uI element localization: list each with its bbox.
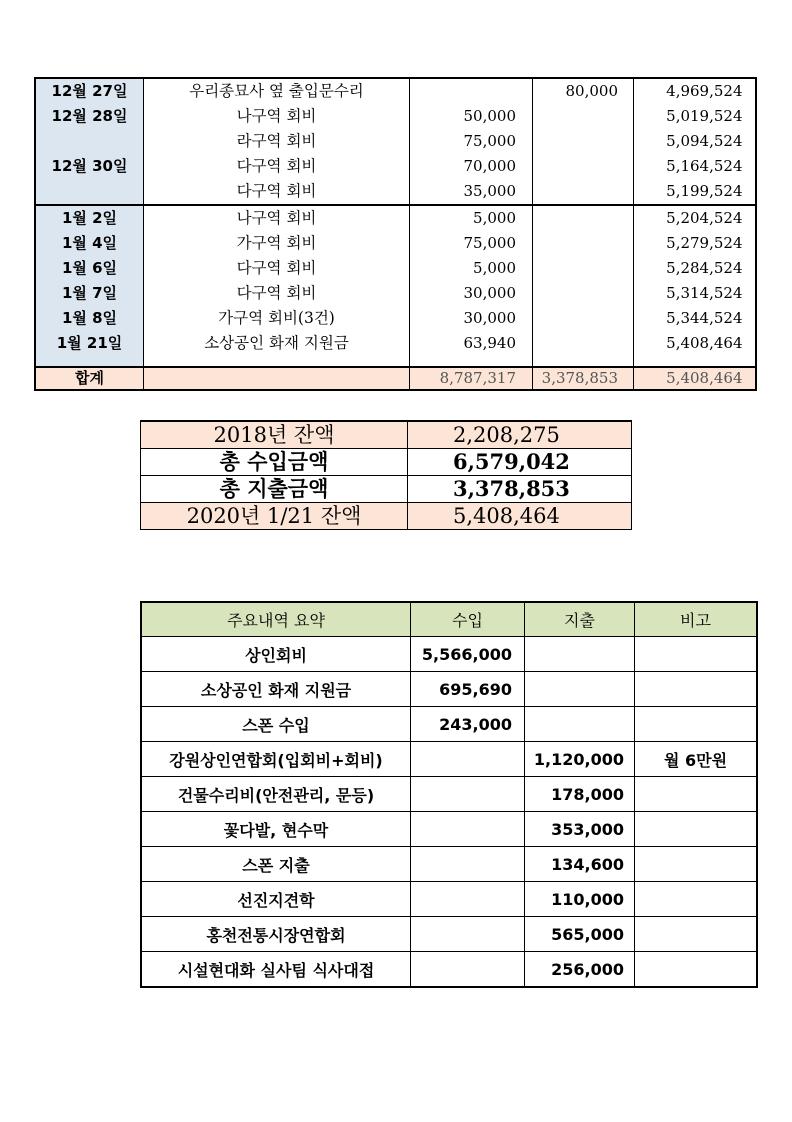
- balance-summary-table: [140, 420, 632, 530]
- summary-row: [141, 812, 757, 847]
- summary-income: 695,690: [411, 672, 525, 707]
- summary-expense: [525, 707, 635, 742]
- ledger-desc: 나구역 회비: [144, 205, 410, 231]
- summary-item: 선진지견학: [141, 882, 411, 917]
- summary-item: 상인회비: [141, 637, 411, 672]
- summary-row: [141, 742, 757, 777]
- ledger-total-expense: 3,378,853: [533, 367, 634, 390]
- summary-note: [635, 707, 758, 742]
- balance-value: 2,208,275: [408, 421, 632, 449]
- ledger-row: [35, 231, 756, 256]
- summary-expense: 353,000: [525, 812, 635, 847]
- summary-income: [411, 812, 525, 847]
- summary-item: 스폰 지출: [141, 847, 411, 882]
- ledger-date: 1월 7일: [35, 281, 144, 306]
- ledger-desc: 다구역 회비: [144, 154, 410, 179]
- ledger-balance: 5,164,524: [634, 154, 756, 179]
- ledger-expense: [533, 306, 634, 331]
- balance-label: 총 수입금액: [141, 449, 408, 476]
- balance-label: 2020년 1/21 잔액: [141, 503, 408, 530]
- ledger-row: [35, 205, 756, 231]
- summary-note: [635, 917, 758, 952]
- ledger-total-desc: [144, 367, 410, 390]
- ledger-expense: [533, 179, 634, 205]
- ledger-income: 63,940: [410, 331, 533, 356]
- ledger-desc: 나구역 회비: [144, 104, 410, 129]
- header-note: 비고: [635, 602, 758, 637]
- balance-label: 2018년 잔액: [141, 421, 408, 449]
- summary-income: 5,566,000: [411, 637, 525, 672]
- summary-item: 꽃다발, 현수막: [141, 812, 411, 847]
- ledger-balance: 5,279,524: [634, 231, 756, 256]
- summary-row: [141, 637, 757, 672]
- summary-income: [411, 777, 525, 812]
- ledger-desc: 가구역 회비(3건): [144, 306, 410, 331]
- ledger-row: [35, 331, 756, 356]
- ledger-date: 1월 6일: [35, 256, 144, 281]
- ledger-income: 70,000: [410, 154, 533, 179]
- header-income: 수입: [411, 602, 525, 637]
- summary-row: [141, 672, 757, 707]
- ledger-total-label: 합계: [35, 367, 144, 390]
- ledger-expense: [533, 256, 634, 281]
- ledger-income: 5,000: [410, 205, 533, 231]
- ledger-row: [35, 154, 756, 179]
- ledger-desc: 소상공인 화재 지원금: [144, 331, 410, 356]
- summary-row: [141, 917, 757, 952]
- summary-item: 시설현대화 실사팀 식사대접: [141, 952, 411, 988]
- summary-note: [635, 952, 758, 988]
- summary-note: 월 6만원: [635, 742, 758, 777]
- main-items-summary-table: [140, 601, 758, 988]
- ledger-expense: [533, 129, 634, 154]
- summary-note: [635, 777, 758, 812]
- summary-item: 건물수리비(안전관리, 문등): [141, 777, 411, 812]
- summary-expense: [525, 672, 635, 707]
- ledger-income: 30,000: [410, 306, 533, 331]
- summary-note: [635, 812, 758, 847]
- ledger-total-row: [35, 367, 756, 390]
- balance-value: 5,408,464: [408, 503, 632, 530]
- ledger-row: [35, 281, 756, 306]
- ledger-date: 1월 21일: [35, 331, 144, 356]
- summary-income: [411, 952, 525, 988]
- ledger-income: 75,000: [410, 231, 533, 256]
- ledger-income: 75,000: [410, 129, 533, 154]
- ledger-balance: 4,969,524: [634, 78, 756, 104]
- ledger-income: 35,000: [410, 179, 533, 205]
- summary-item: 강원상인연합회(입회비+회비): [141, 742, 411, 777]
- ledger-spacer-row: [35, 356, 756, 367]
- ledger-balance: 5,344,524: [634, 306, 756, 331]
- summary-expense: 134,600: [525, 847, 635, 882]
- summary-row: [141, 777, 757, 812]
- summary-expense: 565,000: [525, 917, 635, 952]
- summary-note: [635, 882, 758, 917]
- ledger-row: [35, 104, 756, 129]
- ledger-income: 30,000: [410, 281, 533, 306]
- ledger-desc: 다구역 회비: [144, 256, 410, 281]
- balance-label: 총 지출금액: [141, 476, 408, 503]
- header-item: 주요내역 요약: [141, 602, 411, 637]
- balance-row: [141, 503, 632, 530]
- balance-value: 3,378,853: [408, 476, 632, 503]
- ledger-balance: 5,019,524: [634, 104, 756, 129]
- summary-note: [635, 637, 758, 672]
- ledger-date: 1월 2일: [35, 205, 144, 231]
- ledger-date: 12월 27일: [35, 78, 144, 104]
- summary-expense: 1,120,000: [525, 742, 635, 777]
- ledger-row: [35, 256, 756, 281]
- ledger-balance: 5,284,524: [634, 256, 756, 281]
- ledger-expense: 80,000: [533, 78, 634, 104]
- ledger-total-income: 8,787,317: [410, 367, 533, 390]
- ledger-date: 1월 8일: [35, 306, 144, 331]
- summary-expense: 256,000: [525, 952, 635, 988]
- ledger-income: [410, 78, 533, 104]
- summary-header-row: [141, 602, 757, 637]
- ledger-desc: 다구역 회비: [144, 179, 410, 205]
- ledger-balance: 5,408,464: [634, 331, 756, 356]
- balance-row: [141, 449, 632, 476]
- ledger-expense: [533, 231, 634, 256]
- header-expense: 지출: [525, 602, 635, 637]
- ledger-desc: 가구역 회비: [144, 231, 410, 256]
- ledger-expense: [533, 331, 634, 356]
- summary-row: [141, 707, 757, 742]
- summary-note: [635, 672, 758, 707]
- summary-expense: 110,000: [525, 882, 635, 917]
- ledger-expense: [533, 104, 634, 129]
- ledger-desc: 우리종묘사 옆 출입문수리: [144, 78, 410, 104]
- summary-row: [141, 882, 757, 917]
- summary-note: [635, 847, 758, 882]
- ledger-balance: 5,204,524: [634, 205, 756, 231]
- ledger-row: [35, 306, 756, 331]
- ledger-balance: 5,314,524: [634, 281, 756, 306]
- summary-expense: [525, 637, 635, 672]
- ledger-total-balance: 5,408,464: [634, 367, 756, 390]
- balance-row: [141, 476, 632, 503]
- ledger-desc: 라구역 회비: [144, 129, 410, 154]
- summary-income: [411, 882, 525, 917]
- summary-income: [411, 742, 525, 777]
- summary-row: [141, 952, 757, 988]
- ledger-date: [35, 179, 144, 205]
- ledger-balance: 5,199,524: [634, 179, 756, 205]
- balance-value: 6,579,042: [408, 449, 632, 476]
- ledger-expense: [533, 281, 634, 306]
- ledger-income: 5,000: [410, 256, 533, 281]
- summary-item: 소상공인 화재 지원금: [141, 672, 411, 707]
- summary-expense: 178,000: [525, 777, 635, 812]
- ledger-row: [35, 78, 756, 104]
- summary-income: [411, 917, 525, 952]
- balance-row: [141, 421, 632, 449]
- ledger-table: [34, 77, 757, 391]
- ledger-date: [35, 129, 144, 154]
- ledger-balance: 5,094,524: [634, 129, 756, 154]
- ledger-income: 50,000: [410, 104, 533, 129]
- ledger-expense: [533, 154, 634, 179]
- summary-row: [141, 847, 757, 882]
- summary-income: [411, 847, 525, 882]
- ledger-date: 12월 30일: [35, 154, 144, 179]
- summary-income: 243,000: [411, 707, 525, 742]
- ledger-desc: 다구역 회비: [144, 281, 410, 306]
- summary-item: 홍천전통시장연합회: [141, 917, 411, 952]
- ledger-date: 1월 4일: [35, 231, 144, 256]
- summary-item: 스폰 수입: [141, 707, 411, 742]
- ledger-row: [35, 129, 756, 154]
- ledger-date: 12월 28일: [35, 104, 144, 129]
- ledger-expense: [533, 205, 634, 231]
- ledger-row: [35, 179, 756, 205]
